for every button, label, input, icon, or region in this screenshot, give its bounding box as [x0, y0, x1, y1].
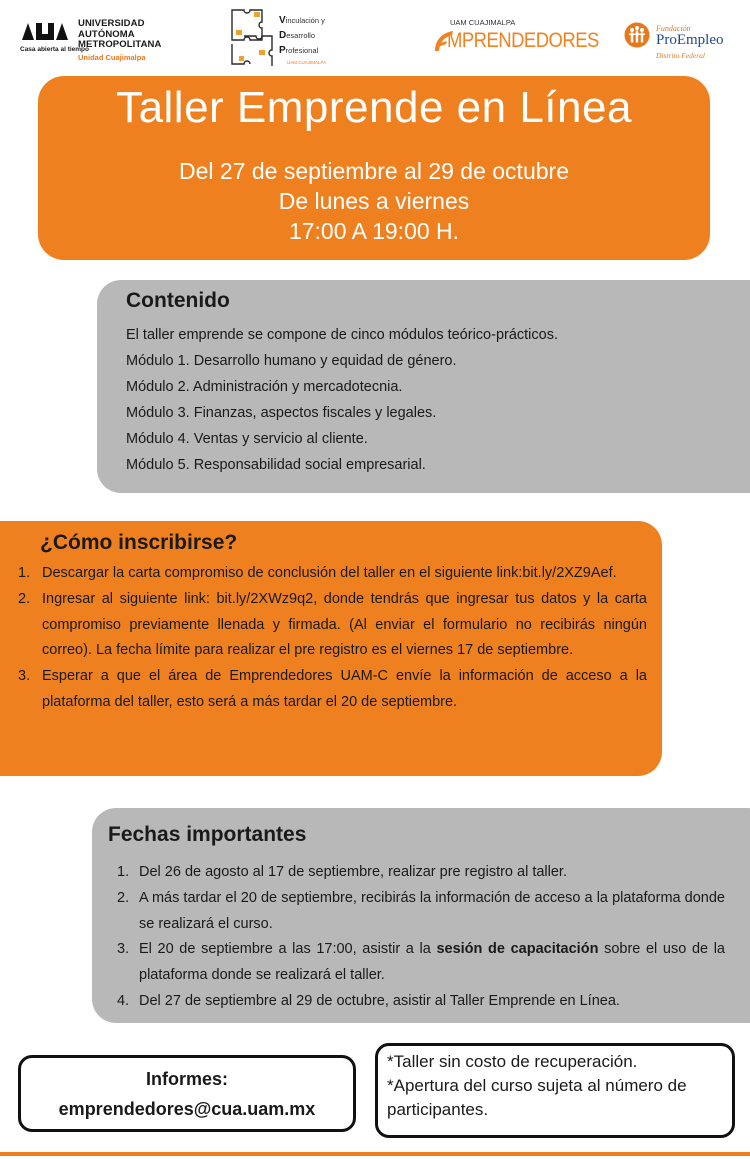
vdp-subtitle: UAM CUAJIMALPA	[287, 60, 327, 65]
schedule	[38, 156, 710, 246]
vdp-logo	[229, 6, 344, 68]
item-text: Del 27 de septiembre al 29 de octubre, asistir al Taller Emprende en Línea.	[139, 992, 620, 1009]
item-number: 2.	[117, 889, 130, 906]
informes-label: Informes:	[145, 1069, 228, 1089]
emprendedores-logo	[432, 18, 599, 62]
list-item: Módulo 5. Responsabilidad social empresarial.	[126, 457, 426, 473]
contenido-heading: Contenido	[126, 289, 230, 312]
fechas-heading: Fechas importantes	[108, 823, 307, 846]
list-item	[117, 937, 725, 989]
step-item	[18, 664, 647, 716]
people-icon	[624, 22, 650, 52]
title-banner	[38, 76, 710, 260]
contenido-list	[126, 322, 558, 478]
bottom-divider	[0, 1152, 750, 1156]
item-text-after: sobre el uso de la plataforma donde se realizará el taller.	[139, 941, 725, 984]
list-item: Módulo 4. Ventas y servicio al cliente.	[126, 431, 368, 447]
step-item	[18, 587, 647, 664]
proempleo-logo	[624, 20, 734, 66]
uam-unit: Unidad Cuajimalpa	[78, 53, 146, 62]
list-item: Módulo 3. Finanzas, aspectos fiscales y legales.	[126, 405, 437, 421]
step-number: 1.	[18, 565, 31, 581]
inscripcion-steps	[18, 561, 647, 716]
schedule-days: De lunes a viernes	[278, 188, 470, 214]
item-number: 4.	[117, 992, 130, 1009]
step-item	[18, 561, 647, 587]
step-text: Descargar la carta compromiso de conclusión del taller en el siguiente link:bit.ly/2XZ9Aef.	[42, 565, 617, 581]
item-number: 3.	[117, 941, 130, 958]
uam-emblem-icon	[20, 20, 72, 42]
step-text: Ingresar al siguiente link: bit.ly/2XWz9q2, donde tendrás que ingresar tus datos y la carta compromiso previamente llenada y firmada. (Al enviar el formulario no recibirás ningún correo). La fecha límite para realizar el pre registro es el viernes 17 de septiembre.	[42, 590, 647, 659]
inscripcion-heading: ¿Cómo inscribirse?	[40, 531, 238, 554]
puzzle-icon	[229, 6, 275, 68]
list-item	[117, 989, 725, 1015]
contenido-section	[97, 280, 750, 493]
inscripcion-section	[0, 521, 662, 776]
informes-email[interactable]: emprendedores@cua.uam.mx	[58, 1099, 316, 1119]
proempleo-distrito: Distrito Federal	[656, 51, 705, 60]
list-item	[117, 886, 725, 938]
step-number: 2.	[18, 590, 31, 607]
emprendedores-word: MPRENDEDORES	[447, 29, 599, 52]
vdp-text: Vinculación y Desarrollo Profesional	[279, 15, 325, 56]
emprendedores-sup: UAM CUAJIMALPA	[450, 18, 516, 27]
proempleo-name: ProEmpleo	[656, 32, 724, 48]
fechas-section	[92, 808, 750, 1023]
uam-tagline: Casa abierta al tiempo	[20, 46, 89, 53]
page-title: Taller Emprende en Línea	[116, 83, 632, 132]
notes-box	[375, 1043, 735, 1138]
item-text-bold: sesión de capacitación	[436, 941, 599, 958]
fechas-list	[117, 860, 725, 1015]
list-item	[117, 860, 725, 886]
list-item: Módulo 1. Desarrollo humano y equidad de género.	[126, 353, 457, 369]
note-opening: *Apertura del curso sujeta al número de participantes.	[387, 1076, 687, 1119]
note-cost: *Taller sin costo de recuperación.	[387, 1052, 638, 1071]
schedule-dates: Del 27 de septiembre al 29 de octubre	[179, 158, 569, 184]
proempleo-fundacion: Fundación	[656, 24, 691, 33]
item-text: A más tardar el 20 de septiembre, recibirás la información de acceso a la plataforma donde se realizará el curso.	[139, 889, 725, 932]
step-number: 3.	[18, 668, 31, 685]
list-item: Módulo 2. Administración y mercadotecnia.	[126, 379, 403, 395]
uam-logo	[20, 18, 170, 64]
item-number: 1.	[117, 864, 130, 880]
item-text-before: El 20 de septiembre a las 17:00, asistir a la	[139, 941, 437, 958]
list-item: El taller emprende se compone de cinco módulos teórico-prácticos.	[126, 327, 558, 343]
uam-name: UNIVERSIDAD AUTÓNOMA METROPOLITANA	[78, 18, 162, 50]
schedule-hours: 17:00 A 19:00 H.	[288, 218, 460, 244]
step-text: Esperar a que el área de Emprendedores UAM-C envíe la información de acceso a la plataforma del taller, esto será a más tardar el 20 de septiembre.	[42, 668, 647, 710]
informes-box	[18, 1055, 356, 1132]
item-text: Del 26 de agosto al 17 de septiembre, realizar pre registro al taller.	[139, 864, 567, 880]
